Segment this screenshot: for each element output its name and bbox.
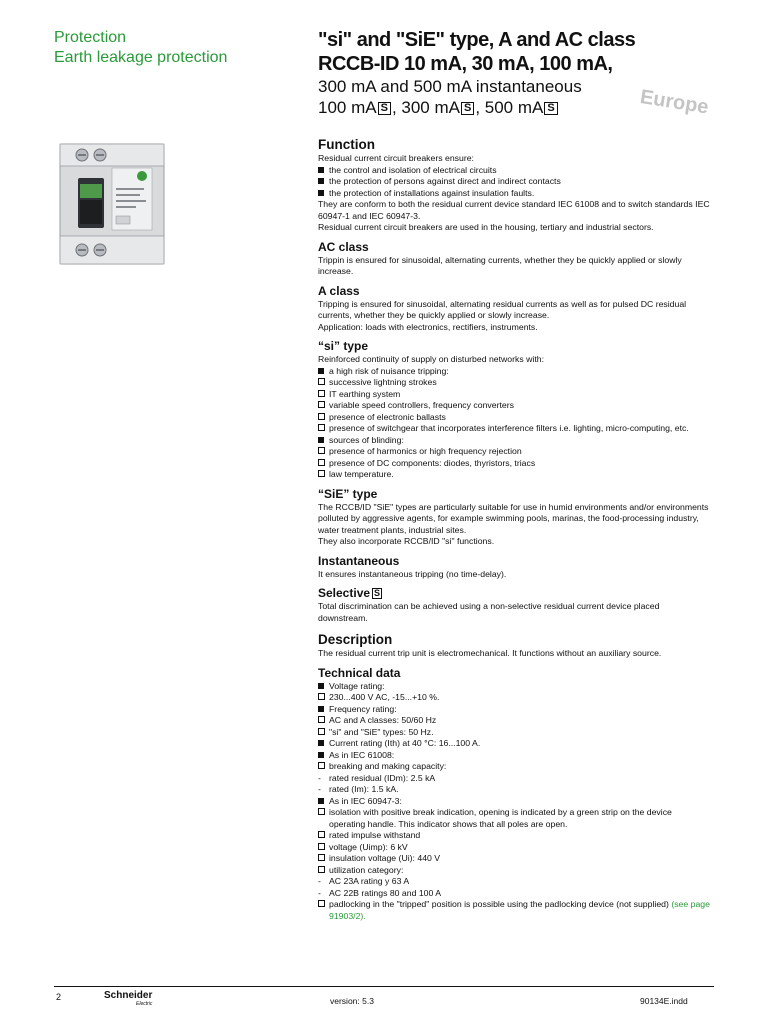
list-item: presence of DC components: diodes, thyristors, triacs bbox=[318, 458, 710, 470]
bullet-square-icon bbox=[318, 740, 324, 746]
rccb-product-image bbox=[56, 138, 168, 268]
bullet-square-icon bbox=[318, 167, 324, 173]
bullet-open-square-icon bbox=[318, 728, 325, 735]
main-content bbox=[318, 138, 710, 922]
list-item: variable speed controllers, frequency converters bbox=[318, 400, 710, 412]
bullet-square-icon bbox=[318, 368, 324, 374]
section-heading-a-class: A class bbox=[318, 283, 360, 298]
list-item: utilization category: bbox=[318, 865, 710, 877]
bullet-open-square-icon bbox=[318, 854, 325, 861]
section-heading-si-type: “si” type bbox=[318, 339, 369, 353]
category-heading bbox=[54, 28, 227, 68]
bullet-open-square-icon bbox=[318, 470, 325, 477]
si-type-intro: Reinforced continuity of supply on disturbed networks with: bbox=[318, 354, 544, 364]
bullet-open-square-icon bbox=[318, 808, 325, 815]
bullet-open-square-icon bbox=[318, 401, 325, 408]
list-item: Current rating (Ith) at 40 °C: 16...100 A. bbox=[318, 738, 710, 750]
sie-type-text-2: They also incorporate RCCB/ID "si" functions. bbox=[318, 536, 495, 546]
function-paragraph-2: Residual current circuit breakers are used in the housing, tertiary and industrial sectors. bbox=[318, 222, 654, 232]
bullet-open-square-icon bbox=[318, 900, 325, 907]
list-item: IT earthing system bbox=[318, 389, 710, 401]
description-text: The residual current trip unit is electromechanical. It functions without an auxiliary source. bbox=[318, 648, 662, 658]
list-item: law temperature. bbox=[318, 469, 710, 481]
bullet-open-square-icon bbox=[318, 390, 325, 397]
bullet-open-square-icon bbox=[318, 762, 325, 769]
version-label: version: 5.3 bbox=[330, 996, 374, 1006]
list-item: Frequency rating: bbox=[318, 704, 710, 716]
selective-mark-icon: S bbox=[374, 588, 381, 598]
bullet-square-icon bbox=[318, 437, 324, 443]
footer-divider bbox=[54, 986, 714, 987]
list-item: sources of blinding: bbox=[318, 435, 710, 447]
selective-mark-icon: S bbox=[378, 102, 391, 115]
bullet-open-square-icon bbox=[318, 693, 325, 700]
title-line-3: 300 mA and 500 mA instantaneous bbox=[318, 77, 582, 96]
bullet-dash-icon: - bbox=[318, 887, 321, 898]
list-item: the protection of installations against insulation faults. bbox=[318, 188, 710, 200]
title-line-4-b: , 300 mA bbox=[391, 98, 460, 117]
category-line-1: Protection bbox=[54, 29, 127, 46]
category-line-2: Earth leakage protection bbox=[54, 49, 228, 66]
bullet-open-square-icon bbox=[318, 716, 325, 723]
list-item: the control and isolation of electrical circuits bbox=[318, 165, 710, 177]
section-heading-function: Function bbox=[318, 137, 375, 152]
list-item: - rated (Im): 1.5 kA. bbox=[318, 784, 399, 794]
section-heading-ac-class: AC class bbox=[318, 239, 369, 254]
bullet-open-square-icon bbox=[318, 424, 325, 431]
title-line-2: RCCB-ID 10 mA, 30 mA, 100 mA, bbox=[318, 53, 613, 75]
list-item: padlocking in the "tripped" position is possible using the padlocking device (not supplied) (see page 91903/2). bbox=[318, 899, 710, 922]
list-item: isolation with positive break indication, opening is indicated by a green strip on the device operating handle. This indicator shows that all poles are open. bbox=[318, 807, 710, 830]
section-heading-technical-data: Technical data bbox=[318, 665, 401, 680]
bullet-open-square-icon bbox=[318, 413, 325, 420]
bullet-square-icon bbox=[318, 798, 324, 804]
section-heading-description: Description bbox=[318, 632, 393, 647]
page-reference-link[interactable]: (see page 91903/2). bbox=[329, 899, 710, 921]
list-item: AC and A classes: 50/60 Hz bbox=[318, 715, 710, 727]
bullet-open-square-icon bbox=[318, 378, 325, 385]
a-class-text: Tripping is ensured for sinusoidal, alternating residual currents as well as for pulsed DC residual currents, whether they be quickly applied or slowly increase. bbox=[318, 298, 687, 320]
title-line-1: "si" and "SiE" type, A and AC class bbox=[318, 29, 636, 51]
section-heading-instantaneous: Instantaneous bbox=[318, 553, 400, 568]
bullet-dash-icon: - bbox=[318, 772, 321, 783]
page-number: 2 bbox=[56, 992, 62, 1002]
function-paragraph-1: They are conform to both the residual current device standard IEC 61008 and to switch standards IEC 60947-1 and IEC 60947-3. bbox=[318, 199, 710, 221]
list-item: - AC 22B ratings 80 and 100 A bbox=[318, 887, 442, 898]
list-item: As in IEC 60947-3: bbox=[318, 796, 710, 808]
list-item: breaking and making capacity: bbox=[318, 761, 710, 773]
instantaneous-text: It ensures instantaneous tripping (no time-delay). bbox=[318, 568, 507, 579]
bullet-square-icon bbox=[318, 683, 324, 689]
bullet-square-icon bbox=[318, 752, 324, 758]
bullet-square-icon bbox=[318, 178, 324, 184]
list-item: presence of harmonics or high frequency rejection bbox=[318, 446, 710, 458]
list-item: - AC 23A rating y 63 A bbox=[318, 876, 410, 886]
bullet-open-square-icon bbox=[318, 866, 325, 873]
list-item: successive lightning strokes bbox=[318, 377, 710, 389]
ac-class-text: Trippin is ensured for sinusoidal, alternating currents, whether they be quickly applied or slowly increase. bbox=[318, 254, 682, 276]
bullet-dash-icon: - bbox=[318, 876, 321, 886]
list-item: - rated residual (IDm): 2.5 kA bbox=[318, 772, 436, 783]
list-item: voltage (Uimp): 6 kV bbox=[318, 842, 710, 854]
bullet-open-square-icon bbox=[318, 459, 325, 466]
a-class-application: Application: loads with electronics, rectifiers, instruments. bbox=[318, 321, 538, 332]
region-watermark: Europe bbox=[638, 86, 711, 119]
list-item: Voltage rating: bbox=[318, 681, 710, 693]
section-heading-selective: Selective S bbox=[318, 586, 381, 600]
brand-logo: Schneider bbox=[104, 990, 153, 1001]
list-item: the protection of persons against direct and indirect contacts bbox=[318, 176, 710, 188]
list-item: presence of switchgear that incorporates interference filters i.e. lighting, micro-computing, etc. bbox=[318, 423, 710, 435]
title-line-4-a: 100 mA bbox=[318, 98, 377, 117]
sie-type-text: The RCCB/ID "SiE" types are particularly suitable for use in humid environments and/or environments polluted by aggressive agents, for example swimming pools, marinas, the food-processing industry, water treatment plants, industrial sites. bbox=[318, 501, 709, 535]
document-id: 90134E.indd bbox=[640, 996, 688, 1006]
selective-mark-icon: S bbox=[461, 102, 474, 115]
list-item: As in IEC 61008: bbox=[318, 750, 710, 762]
list-item: a high risk of nuisance tripping: bbox=[318, 366, 710, 378]
list-item: insulation voltage (Ui): 440 V bbox=[318, 853, 710, 865]
list-item: presence of electronic ballasts bbox=[318, 412, 710, 424]
list-item: 230...400 V AC, -15...+10 %. bbox=[318, 692, 710, 704]
bullet-dash-icon: - bbox=[318, 784, 321, 794]
selective-mark-icon: S bbox=[544, 102, 557, 115]
bullet-square-icon bbox=[318, 706, 324, 712]
function-intro: Residual current circuit breakers ensure: bbox=[318, 153, 474, 163]
bullet-square-icon bbox=[318, 190, 324, 196]
brand-logo-subtitle: Electric bbox=[136, 1001, 153, 1007]
section-heading-sie-type: “SiE” type bbox=[318, 486, 378, 501]
selective-text: Total discrimination can be achieved using a non-selective residual current device placed downstream. bbox=[318, 601, 660, 623]
bullet-open-square-icon bbox=[318, 843, 325, 850]
bullet-open-square-icon bbox=[318, 831, 325, 838]
title-line-4-c: , 500 mA bbox=[475, 98, 544, 117]
list-item: rated impulse withstand bbox=[318, 830, 710, 842]
bullet-open-square-icon bbox=[318, 447, 325, 454]
list-item: "si" and "SiE" types: 50 Hz. bbox=[318, 727, 710, 739]
